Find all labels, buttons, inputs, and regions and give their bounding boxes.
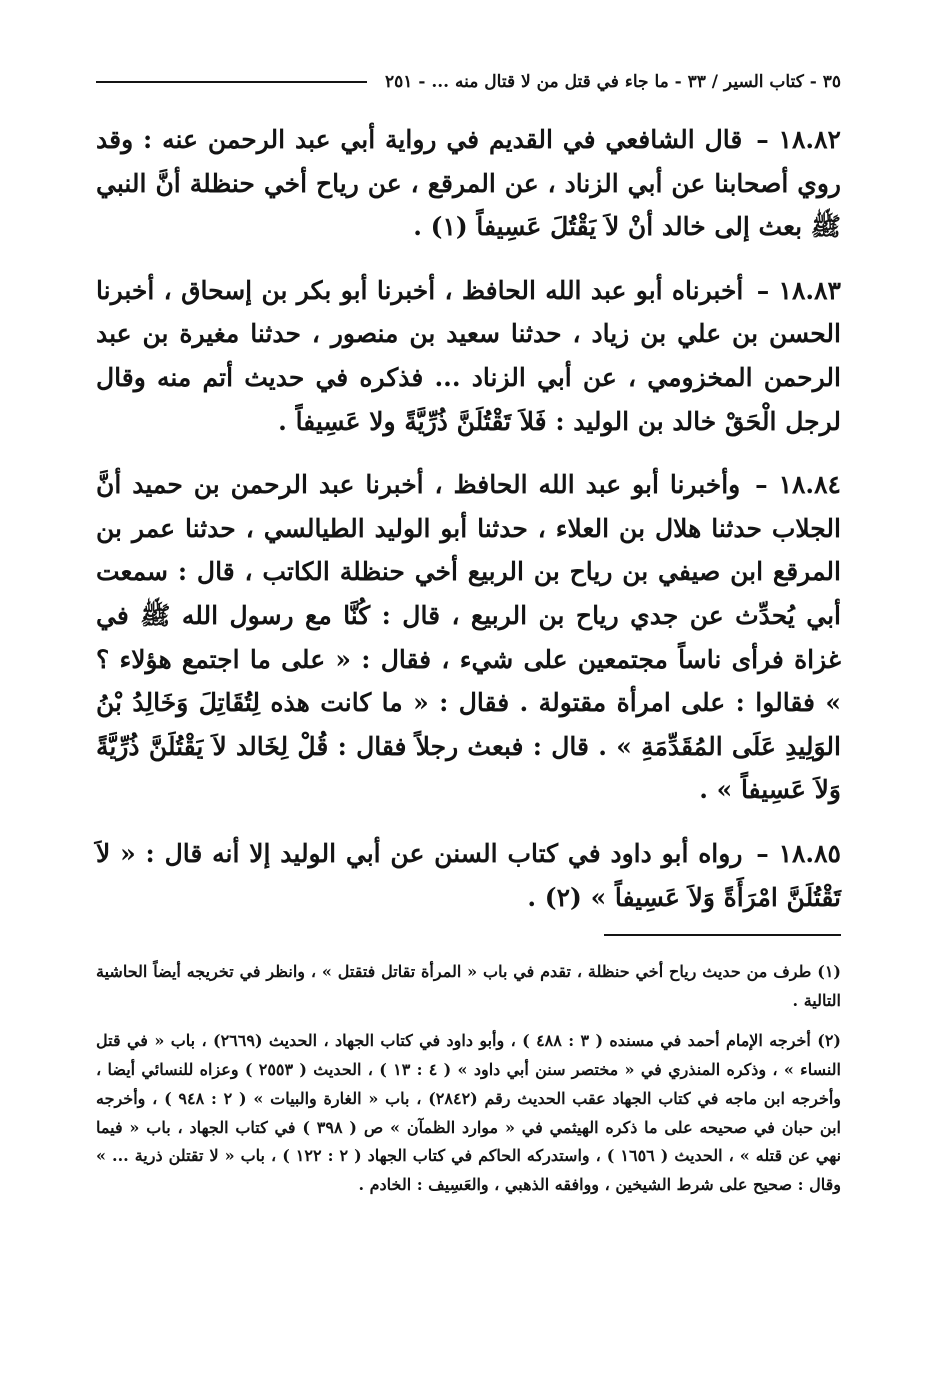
running-title: ٣٥ - كتاب السير / ٣٣ - ما جاء في قتل من لا قتال منه ... - ٢٥١ [385, 72, 841, 92]
footnote-text: طرف من حديث رياح أخي حنظلة ، تقدم في باب « المرأة تقاتل فتقتل » ، وانظر في تخريجه أيضاً الحاشية التالية . [96, 962, 841, 1010]
footnotes [96, 958, 841, 1212]
paragraph-text: رواه أبو داود في كتاب السنن عن أبي الوليد إلا أنه قال : « لاَ تَقْتُلَنَّ امْرَأَةً وَلاَ عَسِيفاً » (٢) . [96, 838, 841, 912]
paragraph-18-85 [96, 832, 841, 919]
footnote-2 [96, 1027, 841, 1199]
paragraph-number: ١٨.٨٣ – [756, 275, 841, 305]
footnote-text: أخرجه الإمام أحمد في مسنده ( ٣ : ٤٨٨ ) ، وأبو داود في كتاب الجهاد ، الحديث (٢٦٦٩) ، باب « في قتل النساء » ، وذكره المنذري في « مختصر سنن أبي داود » ( ٤ : ١٣ ) ، الحديث ( ٢٥٥٣ ) وعزاه للنسائي أيضا ، وأخرجه ابن ماجه في كتاب الجهاد عقب الحديث رقم (٢٨٤٢) ، باب « الغارة والبيات » ( ٢ : ٩٤٨ ) ، وأخرجه ابن حبان في صحيحه على ما ذكره الهيثمي في « موارد الظمآن » ص ( ٣٩٨ ) في كتاب الجهاد ، باب « فيما نهي عن قتله » ، الحديث ( ١٦٥٦ ) ، واستدركه الحاكم في كتاب الجهاد ( ٢ : ١٢٢ ) ، باب « لا تقتلن ذرية ... » وقال : صحيح على شرط الشيخين ، ووافقه الذهبي ، والعَسِيف : الخادم . [96, 1031, 842, 1194]
paragraph-18-84 [96, 463, 841, 812]
paragraph-18-83 [96, 269, 841, 443]
paragraph-text: أخبرناه أبو عبد الله الحافظ ، أخبرنا أبو بكر بن إسحاق ، أخبرنا الحسن بن علي بن زياد ، حدثنا سعيد بن منصور ، حدثنا مغيرة بن عبد الرحمن المخزومي ، عن أبي الزناد ... فذكره في حديث أتم منه وقال لرجل الْحَقْ خالد بن الوليد : فَلاَ تَقْتُلَنَّ ذُرِّيَّةً ولا عَسِيفاً . [96, 275, 841, 436]
paragraph-18-82 [96, 118, 841, 249]
paragraph-number: ١٨.٨٤ – [755, 470, 841, 500]
paragraph-number: ١٨.٨٢ – [756, 125, 841, 154]
running-header [96, 62, 841, 102]
footnote-marker: (١) [817, 962, 841, 981]
header-rule [96, 81, 367, 83]
paragraph-text: قال الشافعي في القديم في رواية أبي عبد الرحمن عنه : وقد روي أصحابنا عن أبي الزناد ، عن المرقع ، عن رياح أخي حنظلة أنَّ النبي ﷺ بعث إلى خالد أنْ لاَ يَقْتُلَ عَسِيفاً (١) . [96, 125, 841, 242]
main-text [96, 118, 841, 939]
paragraph-text: وأخبرنا أبو عبد الله الحافظ ، أخبرنا عبد الرحمن بن حميد أنَّ الجلاب حدثنا هلال بن العلاء ، حدثنا أبو الوليد الطيالسي ، حدثنا عمر بن المرقع ابن صيفي بن رياح بن الربيع أخي حنظلة الكاتب ، قال : سمعت أبي يُحدِّث عن جدي رياح بن الربيع ، قال : كُنَّا مع رسول الله ﷺ في غزاة فرأى ناساً مجتمعين على شيء ، فقال : « على ما اجتمع هؤلاء ؟ » فقالوا : على امرأة مقتولة . فقال : « ما كانت هذه لِتُقَاتِلَ وَخَالِدُ بْنُ الوَلِيدِ عَلَى المُقَدِّمَةِ » . قال : فبعث رجلاً فقال : قُلْ لِخَالد لاَ يَقْتُلَنَّ ذُرِّيَّةً وَلاَ عَسِيفاً » . [96, 470, 841, 805]
footnote-marker: (٢) [817, 1031, 841, 1051]
footnote-rule [604, 934, 841, 936]
footnote-1 [96, 958, 841, 1015]
paragraph-number: ١٨.٨٥ – [756, 838, 841, 868]
